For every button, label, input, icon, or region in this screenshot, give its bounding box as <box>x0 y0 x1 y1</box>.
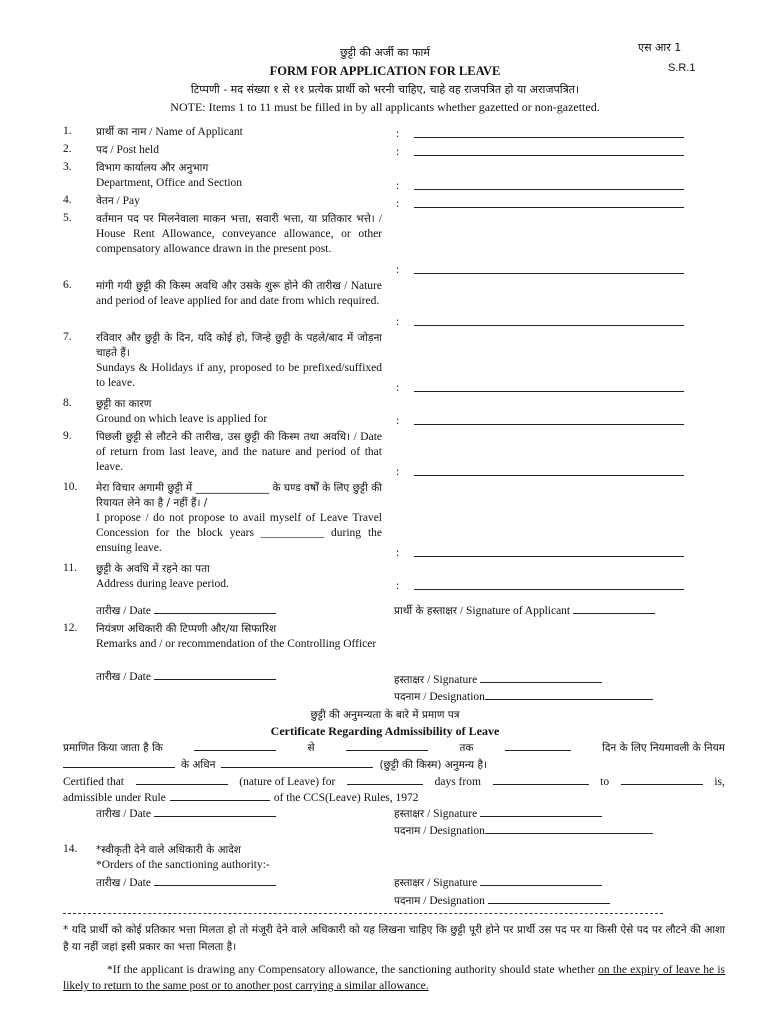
note: NOTE: Items 1 to 11 must be filled in by all applicants whether gazetted or non-gazetted. <box>170 100 600 114</box>
leave-nature-field[interactable] <box>414 325 684 326</box>
footnote-hindi: * यदि प्रार्थी को कोई प्रतिकार भत्ता मिलता हो तो मंजूरी देने वाले अधिकारी को यह लिखना चाहिए कि छुट्टी पूरी होने पर प्रार्थी उस पद पर या किसी ऐसे पद पर लौटने की आशा है या नहीं जहां इसी प्रकार का भत्ता मिलता है। <box>63 924 725 953</box>
certificate-title-hindi: छुट्टी की अनुमन्यता के बारे में प्रमाण पत्र <box>310 709 460 721</box>
address-field[interactable] <box>414 589 684 590</box>
certificate-signature-field[interactable] <box>480 807 602 817</box>
sanction-designation-field[interactable] <box>488 894 610 904</box>
cert-leave-type-field-hi[interactable] <box>221 758 373 768</box>
controlling-signature-field[interactable] <box>480 673 602 683</box>
item-number: 8. <box>63 397 72 409</box>
sanction-date-label: तारीख / Date <box>96 876 276 890</box>
cert-rule-field-hi[interactable] <box>63 758 175 768</box>
sanction-designation-label: पदनाम / Designation <box>394 894 610 908</box>
controlling-date-label: तारीख / Date <box>96 670 276 684</box>
item-number: 11. <box>63 562 77 574</box>
leave-ground-field[interactable] <box>414 424 684 425</box>
certificate-signature-label: हस्ताक्षर / Signature <box>394 807 602 821</box>
cert-days-field[interactable] <box>347 775 423 785</box>
item-holidays-label: रविवार और छुट्टी के दिन, यदि कोई हो, जिन्हे छुट्टी के पहले/बाद में जोड़ना चाहते हैं। Sundays & Holidays if any, proposed to be prefixed/suffixed to leave. <box>96 332 382 389</box>
item-number: 10. <box>63 481 78 493</box>
item-applicant-name-label: प्रार्थी का नाम / Name of Applicant <box>96 126 243 138</box>
last-leave-field[interactable] <box>414 475 684 476</box>
applicant-date-field[interactable] <box>154 604 276 614</box>
item-ltc-label: मेरा विचार अगामी छुट्टी में ______________ के घण्ड वर्षों के लिए छुट्टी की रियायत लेने का है / नहीं हैं। / I propose / do not propose to avail myself of Leave Travel Concession for the block years ___________ during the ensuing leave. <box>96 482 382 554</box>
department-field[interactable] <box>414 189 684 190</box>
certificate-line1-hindi: प्रमाणित किया जाता है कि से तक दिन के लिए नियमावली के नियम <box>63 742 725 754</box>
controlling-designation-label: पदनाम / Designation <box>394 690 653 704</box>
item-number: 9. <box>63 430 72 442</box>
form-title: FORM FOR APPLICATION FOR LEAVE <box>269 64 501 78</box>
footnote: *If the applicant is drawing any Compensatory allowance, the sanctioning authority should state whether on the expiry of leave he is likely to return to the same post or to another post carrying a similar allowance. <box>63 964 726 992</box>
cert-to-field[interactable] <box>621 775 703 785</box>
cert-days-field-hi[interactable] <box>505 741 571 751</box>
item-allowance-label: वर्तमान पद पर मिलनेवाला माकन भत्ता, सवारी भत्ता, या प्रतिकार भत्ते। / House Rent Allowance, conveyance allowance, or other compensatory allowance drawn in the present post. <box>96 213 383 255</box>
certificate-title: Certificate Regarding Admissibility of Leave <box>270 724 500 738</box>
certificate-line2-hindi: के अधिन (छुट्टी की किस्म) अनुमन्य है। <box>63 758 487 772</box>
item-sanction-label: *स्वीकृती देने वाले अधिकारी के आदेश *Orders of the sanctioning authority:- <box>96 844 270 871</box>
cert-leave-nature-field[interactable] <box>136 775 228 785</box>
holidays-field[interactable] <box>414 391 684 392</box>
item-number: 7. <box>63 331 72 343</box>
applicant-date-label: तारीख / Date <box>96 604 276 618</box>
item-number: 6. <box>63 279 72 291</box>
certificate-line1: Certified that (nature of Leave) for days from to is, <box>63 776 725 788</box>
certificate-designation-field[interactable] <box>485 824 653 834</box>
cert-from-field-hi[interactable] <box>194 741 276 751</box>
item-number: 12. <box>63 622 78 634</box>
ltc-field[interactable] <box>414 556 684 557</box>
item-leave-ground-label: छुट्टी का कारण Ground on which leave is applied for <box>96 398 268 425</box>
item-number: 1. <box>63 125 72 137</box>
form-title-hindi: छुट्टी की अर्जी का फार्म <box>340 46 430 59</box>
item-number: 3. <box>63 161 72 173</box>
item-number: 14. <box>63 843 78 855</box>
applicant-signature-label: प्रार्थी के हस्ताक्षर / Signature of Applicant <box>394 604 655 618</box>
item-post-held-label: पद / Post held <box>96 144 159 156</box>
item-address-label: छुट्टी के अवधि में रहने का पता Address during leave period. <box>96 563 229 590</box>
certificate-line2: admissible under Rule of the CCS(Leave) Rules, 1972 <box>63 792 419 804</box>
item-last-leave-label: पिछली छुट्टी से लौटने की तारीख, उस छुट्टी की किस्म तथा अवधि। / Date of return from last leave, and the nature and period of that leave. <box>96 431 383 473</box>
sanction-signature-field[interactable] <box>480 876 602 886</box>
applicant-name-field[interactable] <box>414 137 684 138</box>
note-hindi: टिप्पणी - मद संख्या १ से ११ प्रत्येक प्रार्थी को भरनी चाहिए, चाहे वह राजपत्रित हो या अराजपत्रित। <box>190 83 580 96</box>
pay-field[interactable] <box>414 207 684 208</box>
item-number: 5. <box>63 212 72 224</box>
item-number: 4. <box>63 194 72 206</box>
item-department-label: विभाग कार्यालय और अनुभाग Department, Office and Section <box>96 162 243 189</box>
item-number: 2. <box>63 143 72 155</box>
sanction-date-field[interactable] <box>154 876 276 886</box>
cert-rule-field[interactable] <box>170 791 270 801</box>
separator-line <box>63 913 663 914</box>
certificate-date-label: तारीख / Date <box>96 807 276 821</box>
controlling-designation-field[interactable] <box>485 690 653 700</box>
allowance-field[interactable] <box>414 273 684 274</box>
item-leave-nature-label: मांगी गयी छुट्टी की किस्म अवधि और उसके शुरू होने की तारीख / Nature and period of leave applied for and date from which required. <box>96 280 382 307</box>
controlling-signature-label: हस्ताक्षर / Signature <box>394 673 602 687</box>
sr-number-hindi: एस आर 1 <box>638 41 682 54</box>
post-held-field[interactable] <box>414 155 684 156</box>
cert-to-field-hi[interactable] <box>346 741 428 751</box>
certificate-designation-label: पदनाम / Designation <box>394 824 653 838</box>
controlling-date-field[interactable] <box>154 670 276 680</box>
sr-number: S.R.1 <box>668 62 696 74</box>
item-remarks-label: नियंत्रण अधिकारी की टिप्पणी और/या सिफारिश Remarks and / or recommendation of the Controlling Officer <box>96 623 377 650</box>
cert-from-field[interactable] <box>493 775 589 785</box>
item-pay-label: वेतन / Pay <box>96 195 140 207</box>
certificate-date-field[interactable] <box>154 807 276 817</box>
applicant-signature-field[interactable] <box>573 604 655 614</box>
sanction-signature-label: हस्ताक्षर / Signature <box>394 876 602 890</box>
